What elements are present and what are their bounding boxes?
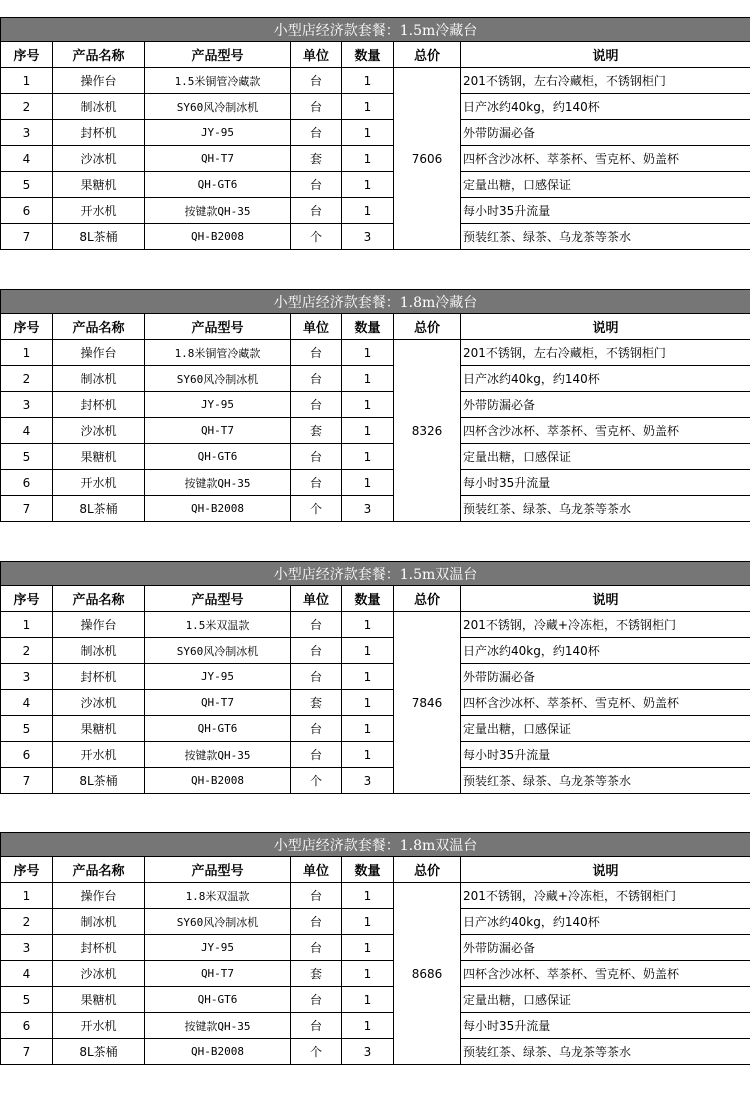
cell-desc: 日产冰约40kg，约140杯 — [461, 94, 750, 120]
cell-qty: 3 — [342, 768, 394, 794]
cell-desc: 定量出糖，口感保证 — [461, 716, 750, 742]
cell-name: 开水机 — [53, 1013, 145, 1039]
table-row — [1, 768, 750, 794]
cell-name: 果糖机 — [53, 716, 145, 742]
table-row — [1, 961, 750, 987]
table-row — [1, 444, 750, 470]
cell-no: 4 — [1, 146, 53, 172]
cell-no: 5 — [1, 172, 53, 198]
package-block-3 — [0, 561, 750, 794]
cell-qty: 1 — [342, 742, 394, 768]
cell-qty: 1 — [342, 444, 394, 470]
cell-unit: 台 — [291, 716, 342, 742]
cell-unit: 台 — [291, 664, 342, 690]
header-desc: 说明 — [461, 314, 750, 340]
cell-unit: 个 — [291, 1039, 342, 1065]
header-unit: 单位 — [291, 42, 342, 68]
header-name: 产品名称 — [53, 857, 145, 883]
package-title: 小型店经济款套餐：1.5m冷藏台 — [1, 18, 750, 42]
table-row — [1, 664, 750, 690]
package-title: 小型店经济款套餐：1.8m冷藏台 — [1, 290, 750, 314]
cell-model: QH-B2008 — [145, 768, 291, 794]
package-title-row — [1, 833, 750, 857]
cell-no: 7 — [1, 1039, 53, 1065]
cell-unit: 个 — [291, 496, 342, 522]
table-row — [1, 224, 750, 250]
package-block-1 — [0, 17, 750, 250]
cell-qty: 1 — [342, 1013, 394, 1039]
cell-unit: 台 — [291, 638, 342, 664]
cell-no: 1 — [1, 340, 53, 366]
cell-desc: 每小时35升流量 — [461, 470, 750, 496]
cell-desc: 每小时35升流量 — [461, 1013, 750, 1039]
header-total: 总价 — [394, 42, 461, 68]
cell-unit: 台 — [291, 742, 342, 768]
cell-no: 5 — [1, 987, 53, 1013]
cell-qty: 1 — [342, 987, 394, 1013]
cell-desc: 预装红茶、绿茶、乌龙茶等茶水 — [461, 1039, 750, 1065]
cell-model: JY-95 — [145, 120, 291, 146]
cell-desc: 四杯含沙冰杯、萃茶杯、雪克杯、奶盖杯 — [461, 418, 750, 444]
cell-name: 封杯机 — [53, 664, 145, 690]
header-unit: 单位 — [291, 586, 342, 612]
cell-qty: 1 — [342, 961, 394, 987]
cell-no: 1 — [1, 883, 53, 909]
cell-desc: 201不锈钢，左右冷藏柜，不锈钢柜门 — [461, 68, 750, 94]
package-title-row — [1, 290, 750, 314]
cell-model: 按键款QH-35 — [145, 1013, 291, 1039]
cell-unit: 个 — [291, 768, 342, 794]
cell-no: 3 — [1, 120, 53, 146]
cell-model: SY60风冷制冰机 — [145, 94, 291, 120]
package-title: 小型店经济款套餐：1.8m双温台 — [1, 833, 750, 857]
cell-desc: 四杯含沙冰杯、萃茶杯、雪克杯、奶盖杯 — [461, 961, 750, 987]
cell-qty: 1 — [342, 392, 394, 418]
cell-desc: 201不锈钢，冷藏+冷冻柜，不锈钢柜门 — [461, 883, 750, 909]
package-table-3 — [0, 561, 750, 794]
table-row — [1, 909, 750, 935]
table-row — [1, 935, 750, 961]
header-desc: 说明 — [461, 586, 750, 612]
cell-desc: 日产冰约40kg，约140杯 — [461, 366, 750, 392]
cell-model: QH-GT6 — [145, 987, 291, 1013]
cell-name: 制冰机 — [53, 94, 145, 120]
table-row — [1, 120, 750, 146]
header-row — [1, 314, 750, 340]
cell-no: 4 — [1, 418, 53, 444]
cell-name: 封杯机 — [53, 935, 145, 961]
cell-name: 制冰机 — [53, 909, 145, 935]
cell-desc: 四杯含沙冰杯、萃茶杯、雪克杯、奶盖杯 — [461, 690, 750, 716]
cell-no: 2 — [1, 94, 53, 120]
header-qty: 数量 — [342, 42, 394, 68]
cell-qty: 1 — [342, 120, 394, 146]
header-row — [1, 42, 750, 68]
package-table-1 — [0, 17, 750, 250]
header-no: 序号 — [1, 857, 53, 883]
header-unit: 单位 — [291, 857, 342, 883]
table-row — [1, 716, 750, 742]
cell-qty: 1 — [342, 935, 394, 961]
cell-no: 6 — [1, 198, 53, 224]
table-row — [1, 366, 750, 392]
cell-unit: 台 — [291, 340, 342, 366]
cell-model: QH-B2008 — [145, 1039, 291, 1065]
cell-desc: 外带防漏必备 — [461, 664, 750, 690]
cell-qty: 1 — [342, 146, 394, 172]
cell-qty: 1 — [342, 340, 394, 366]
cell-total-price: 7606 — [394, 68, 461, 250]
cell-model: QH-T7 — [145, 961, 291, 987]
header-model: 产品型号 — [145, 314, 291, 340]
cell-name: 8L茶桶 — [53, 224, 145, 250]
cell-model: QH-T7 — [145, 690, 291, 716]
cell-desc: 定量出糖，口感保证 — [461, 444, 750, 470]
cell-qty: 3 — [342, 1039, 394, 1065]
cell-name: 沙冰机 — [53, 690, 145, 716]
cell-no: 3 — [1, 664, 53, 690]
cell-unit: 台 — [291, 94, 342, 120]
cell-unit: 台 — [291, 68, 342, 94]
cell-name: 沙冰机 — [53, 146, 145, 172]
cell-no: 2 — [1, 909, 53, 935]
cell-desc: 预装红茶、绿茶、乌龙茶等茶水 — [461, 496, 750, 522]
cell-model: SY60风冷制冰机 — [145, 909, 291, 935]
cell-no: 3 — [1, 935, 53, 961]
cell-name: 果糖机 — [53, 172, 145, 198]
cell-unit: 个 — [291, 224, 342, 250]
cell-qty: 1 — [342, 172, 394, 198]
cell-unit: 套 — [291, 961, 342, 987]
cell-name: 操作台 — [53, 68, 145, 94]
cell-no: 4 — [1, 961, 53, 987]
header-total: 总价 — [394, 314, 461, 340]
cell-model: QH-GT6 — [145, 172, 291, 198]
cell-desc: 外带防漏必备 — [461, 120, 750, 146]
table-row — [1, 94, 750, 120]
cell-model: QH-T7 — [145, 146, 291, 172]
cell-desc: 每小时35升流量 — [461, 742, 750, 768]
cell-desc: 201不锈钢，左右冷藏柜，不锈钢柜门 — [461, 340, 750, 366]
cell-no: 6 — [1, 742, 53, 768]
cell-unit: 台 — [291, 120, 342, 146]
header-model: 产品型号 — [145, 586, 291, 612]
cell-qty: 1 — [342, 690, 394, 716]
cell-unit: 套 — [291, 690, 342, 716]
cell-unit: 台 — [291, 172, 342, 198]
cell-name: 操作台 — [53, 340, 145, 366]
cell-desc: 日产冰约40kg，约140杯 — [461, 638, 750, 664]
table-row — [1, 612, 750, 638]
cell-qty: 3 — [342, 496, 394, 522]
table-row — [1, 1013, 750, 1039]
table-row — [1, 470, 750, 496]
cell-name: 开水机 — [53, 742, 145, 768]
cell-model: QH-B2008 — [145, 496, 291, 522]
cell-name: 封杯机 — [53, 392, 145, 418]
cell-model: 按键款QH-35 — [145, 742, 291, 768]
package-block-4 — [0, 832, 750, 1065]
cell-model: SY60风冷制冰机 — [145, 366, 291, 392]
cell-qty: 1 — [342, 68, 394, 94]
cell-qty: 1 — [342, 418, 394, 444]
package-title-row — [1, 562, 750, 586]
cell-unit: 台 — [291, 392, 342, 418]
table-row — [1, 146, 750, 172]
cell-no: 2 — [1, 638, 53, 664]
cell-model: 按键款QH-35 — [145, 470, 291, 496]
cell-unit: 台 — [291, 470, 342, 496]
cell-total-price: 7846 — [394, 612, 461, 794]
header-no: 序号 — [1, 42, 53, 68]
header-desc: 说明 — [461, 857, 750, 883]
cell-no: 4 — [1, 690, 53, 716]
cell-model: JY-95 — [145, 392, 291, 418]
cell-unit: 台 — [291, 987, 342, 1013]
cell-no: 6 — [1, 470, 53, 496]
cell-model: QH-GT6 — [145, 444, 291, 470]
header-unit: 单位 — [291, 314, 342, 340]
table-row — [1, 418, 750, 444]
header-name: 产品名称 — [53, 42, 145, 68]
cell-unit: 台 — [291, 366, 342, 392]
cell-model: JY-95 — [145, 664, 291, 690]
cell-name: 开水机 — [53, 470, 145, 496]
cell-model: 按键款QH-35 — [145, 198, 291, 224]
cell-unit: 台 — [291, 444, 342, 470]
cell-no: 5 — [1, 716, 53, 742]
cell-desc: 定量出糖，口感保证 — [461, 987, 750, 1013]
header-qty: 数量 — [342, 586, 394, 612]
cell-name: 操作台 — [53, 883, 145, 909]
table-row — [1, 987, 750, 1013]
package-title-row — [1, 18, 750, 42]
cell-no: 1 — [1, 68, 53, 94]
cell-no: 6 — [1, 1013, 53, 1039]
table-row — [1, 68, 750, 94]
table-row — [1, 883, 750, 909]
cell-no: 7 — [1, 768, 53, 794]
table-row — [1, 742, 750, 768]
table-row — [1, 392, 750, 418]
cell-desc: 外带防漏必备 — [461, 392, 750, 418]
header-model: 产品型号 — [145, 857, 291, 883]
header-no: 序号 — [1, 314, 53, 340]
cell-qty: 1 — [342, 909, 394, 935]
cell-model: QH-B2008 — [145, 224, 291, 250]
cell-no: 3 — [1, 392, 53, 418]
cell-model: QH-GT6 — [145, 716, 291, 742]
cell-name: 8L茶桶 — [53, 1039, 145, 1065]
cell-name: 制冰机 — [53, 638, 145, 664]
cell-model: 1.8米双温款 — [145, 883, 291, 909]
cell-no: 2 — [1, 366, 53, 392]
header-qty: 数量 — [342, 857, 394, 883]
cell-qty: 1 — [342, 883, 394, 909]
cell-desc: 201不锈钢，冷藏+冷冻柜，不锈钢柜门 — [461, 612, 750, 638]
cell-model: 1.5米铜管冷藏款 — [145, 68, 291, 94]
cell-qty: 3 — [342, 224, 394, 250]
cell-no: 5 — [1, 444, 53, 470]
cell-desc: 定量出糖，口感保证 — [461, 172, 750, 198]
cell-desc: 外带防漏必备 — [461, 935, 750, 961]
cell-unit: 台 — [291, 198, 342, 224]
cell-unit: 台 — [291, 612, 342, 638]
cell-desc: 日产冰约40kg，约140杯 — [461, 909, 750, 935]
cell-unit: 台 — [291, 935, 342, 961]
header-qty: 数量 — [342, 314, 394, 340]
cell-qty: 1 — [342, 664, 394, 690]
table-row — [1, 690, 750, 716]
table-row — [1, 496, 750, 522]
header-no: 序号 — [1, 586, 53, 612]
cell-desc: 四杯含沙冰杯、萃茶杯、雪克杯、奶盖杯 — [461, 146, 750, 172]
cell-unit: 台 — [291, 883, 342, 909]
header-row — [1, 857, 750, 883]
header-total: 总价 — [394, 857, 461, 883]
cell-total-price: 8326 — [394, 340, 461, 522]
cell-name: 操作台 — [53, 612, 145, 638]
cell-name: 制冰机 — [53, 366, 145, 392]
cell-model: 1.8米铜管冷藏款 — [145, 340, 291, 366]
package-table-2 — [0, 289, 750, 522]
cell-unit: 台 — [291, 909, 342, 935]
cell-name: 8L茶桶 — [53, 496, 145, 522]
table-row — [1, 172, 750, 198]
cell-qty: 1 — [342, 198, 394, 224]
table-row — [1, 340, 750, 366]
package-table-4 — [0, 832, 750, 1065]
cell-model: SY60风冷制冰机 — [145, 638, 291, 664]
cell-unit: 台 — [291, 1013, 342, 1039]
cell-name: 果糖机 — [53, 987, 145, 1013]
cell-total-price: 8686 — [394, 883, 461, 1065]
cell-unit: 套 — [291, 418, 342, 444]
cell-qty: 1 — [342, 612, 394, 638]
cell-desc: 每小时35升流量 — [461, 198, 750, 224]
table-row — [1, 638, 750, 664]
cell-name: 沙冰机 — [53, 961, 145, 987]
header-total: 总价 — [394, 586, 461, 612]
package-block-2 — [0, 289, 750, 522]
cell-name: 封杯机 — [53, 120, 145, 146]
cell-qty: 1 — [342, 638, 394, 664]
header-row — [1, 586, 750, 612]
cell-unit: 套 — [291, 146, 342, 172]
cell-desc: 预装红茶、绿茶、乌龙茶等茶水 — [461, 224, 750, 250]
cell-qty: 1 — [342, 366, 394, 392]
cell-name: 8L茶桶 — [53, 768, 145, 794]
cell-no: 1 — [1, 612, 53, 638]
cell-qty: 1 — [342, 716, 394, 742]
table-row — [1, 1039, 750, 1065]
cell-model: JY-95 — [145, 935, 291, 961]
cell-name: 果糖机 — [53, 444, 145, 470]
cell-no: 7 — [1, 496, 53, 522]
cell-qty: 1 — [342, 94, 394, 120]
cell-model: 1.5米双温款 — [145, 612, 291, 638]
cell-name: 沙冰机 — [53, 418, 145, 444]
cell-model: QH-T7 — [145, 418, 291, 444]
header-name: 产品名称 — [53, 314, 145, 340]
header-name: 产品名称 — [53, 586, 145, 612]
table-row — [1, 198, 750, 224]
header-desc: 说明 — [461, 42, 750, 68]
cell-no: 7 — [1, 224, 53, 250]
cell-qty: 1 — [342, 470, 394, 496]
header-model: 产品型号 — [145, 42, 291, 68]
cell-name: 开水机 — [53, 198, 145, 224]
cell-desc: 预装红茶、绿茶、乌龙茶等茶水 — [461, 768, 750, 794]
package-title: 小型店经济款套餐：1.5m双温台 — [1, 562, 750, 586]
